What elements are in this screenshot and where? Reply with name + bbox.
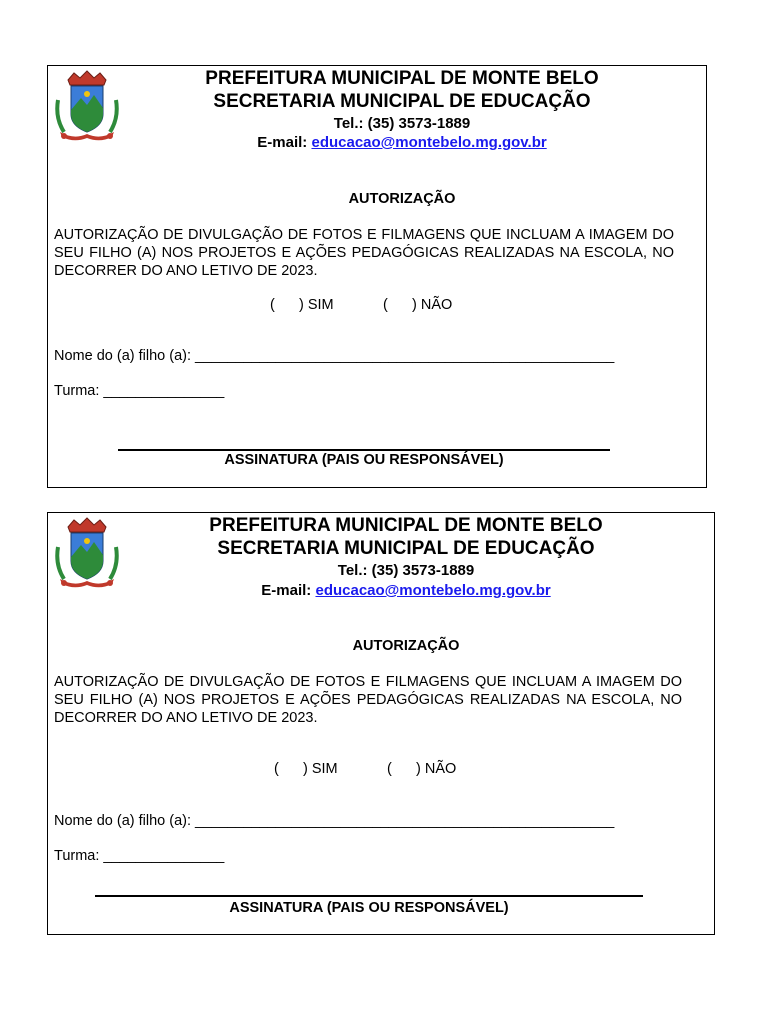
authorization-text: AUTORIZAÇÃO DE DIVULGAÇÃO DE FOTOS E FILMAGENS QUE INCLUAM A IMAGEM DO SEU FILHO (A) NOS PROJETOS E AÇÕES PEDAGÓGICAS REALIZADAS NA ESCOLA, NO DECORRER DO ANO LETIVO DE 2023. [54,674,682,726]
form-title: AUTORIZAÇÃO [348,191,456,207]
option-yes[interactable]: ( ) SIM [274,761,338,777]
email-label: E-mail: [261,582,316,599]
form-title: AUTORIZAÇÃO [352,638,460,654]
header-phone: Tel.: (35) 3573-1889 [333,115,471,132]
header-email-line [148,581,664,601]
option-yes[interactable]: ( ) SIM [270,297,334,313]
signature-line[interactable] [95,895,643,897]
header-secretariat: SECRETARIA MUNICIPAL DE EDUCAÇÃO [217,538,595,559]
signature-label: ASSINATURA (PAIS OU RESPONSÁVEL) [229,900,509,916]
authorization-form-2 [47,512,715,935]
header-municipality: PREFEITURA MUNICIPAL DE MONTE BELO [205,68,599,89]
option-no[interactable]: ( ) NÃO [387,761,457,777]
signature-label: ASSINATURA (PAIS OU RESPONSÁVEL) [224,452,504,468]
municipal-crest-icon [54,517,120,589]
child-name-field[interactable]: Nome do (a) filho (a): ____________________________________________________ [54,348,615,364]
header-phone: Tel.: (35) 3573-1889 [337,562,475,579]
email-link[interactable]: educacao@montebelo.mg.gov.br [311,134,547,151]
option-no[interactable]: ( ) NÃO [383,297,453,313]
municipal-crest-icon [54,70,120,142]
child-name-field[interactable]: Nome do (a) filho (a): ____________________________________________________ [54,813,615,829]
class-field[interactable]: Turma: _______________ [54,383,225,399]
header-municipality: PREFEITURA MUNICIPAL DE MONTE BELO [209,515,603,536]
signature-line[interactable] [118,449,610,451]
header-email-line [148,133,656,153]
header-secretariat: SECRETARIA MUNICIPAL DE EDUCAÇÃO [213,91,591,112]
authorization-text: AUTORIZAÇÃO DE DIVULGAÇÃO DE FOTOS E FILMAGENS QUE INCLUAM A IMAGEM DO SEU FILHO (A) NOS PROJETOS E AÇÕES PEDAGÓGICAS REALIZADAS NA ESCOLA, NO DECORRER DO ANO LETIVO DE 2023. [54,227,674,279]
class-field[interactable]: Turma: _______________ [54,848,225,864]
email-link[interactable]: educacao@montebelo.mg.gov.br [315,582,551,599]
authorization-form-1 [47,65,707,488]
email-label: E-mail: [257,134,312,151]
